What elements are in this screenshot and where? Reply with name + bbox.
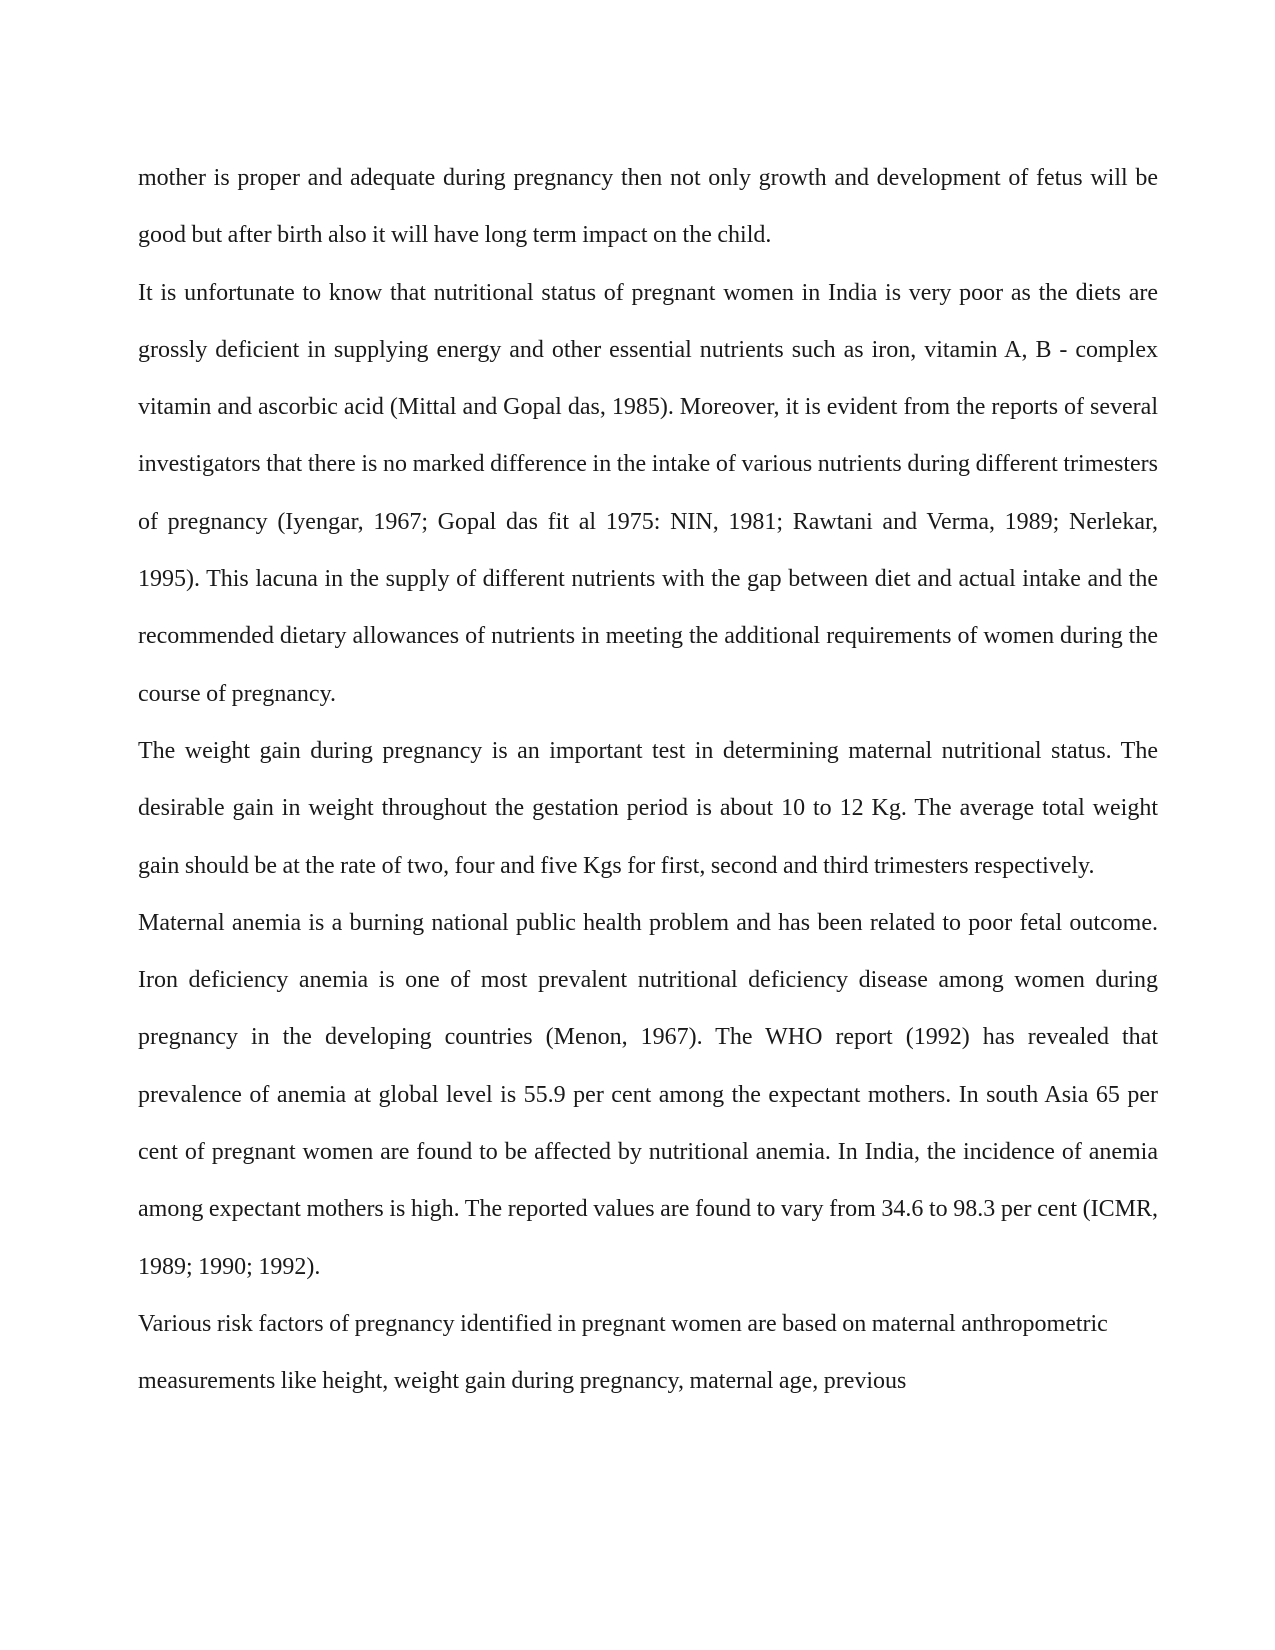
paragraph-2: It is unfortunate to know that nutritional status of pregnant women in India is very poor as the diets are grossly deficient in supplying energy and other essential nutrients such as iron, vitamin A, B - complex vitamin and ascorbic acid (Mittal and Gopal das, 1985). Moreover, it is evident from the reports of several investigators that there is no marked difference in the intake of various nutrients during different trimesters of pregnancy (Iyengar, 1967; Gopal das fit al 1975: NIN, 1981; Rawtani and Verma, 1989; Nerlekar, 1995). This lacuna in the supply of different nutrients with the gap between diet and actual intake and the recommended dietary allowances of nutrients in meeting the additional requirements of women during the course of pregnancy. [138, 279, 1158, 707]
body-text [138, 150, 1158, 1411]
paragraph-1: mother is proper and adequate during pregnancy then not only growth and development of fetus will be good but after birth also it will have long term impact on the child. [138, 165, 1158, 249]
paragraph-5: Various risk factors of pregnancy identified in pregnant women are based on maternal anthropometric measurements like height, weight gain during pregnancy, maternal age, previous [138, 1310, 1108, 1395]
paragraph-4: Maternal anemia is a burning national public health problem and has been related to poor fetal outcome. Iron deficiency anemia is one of most prevalent nutritional deficiency disease among women during pregnancy in the developing countries (Menon, 1967). The WHO report (1992) has revealed that prevalence of anemia at global level is 55.9 per cent among the expectant mothers. In south Asia 65 per cent of pregnant women are found to be affected by nutritional anemia. In India, the incidence of anemia among expectant mothers is high. The reported values are found to vary from 34.6 to 98.3 per cent (ICMR, 1989; 1990; 1992). [138, 909, 1158, 1280]
paragraph-3: The weight gain during pregnancy is an important test in determining maternal nutritional status. The desirable gain in weight throughout the gestation period is about 10 to 12 Kg. The average total weight gain should be at the rate of two, four and five Kgs for first, second and third trimesters respectively. [138, 737, 1158, 879]
